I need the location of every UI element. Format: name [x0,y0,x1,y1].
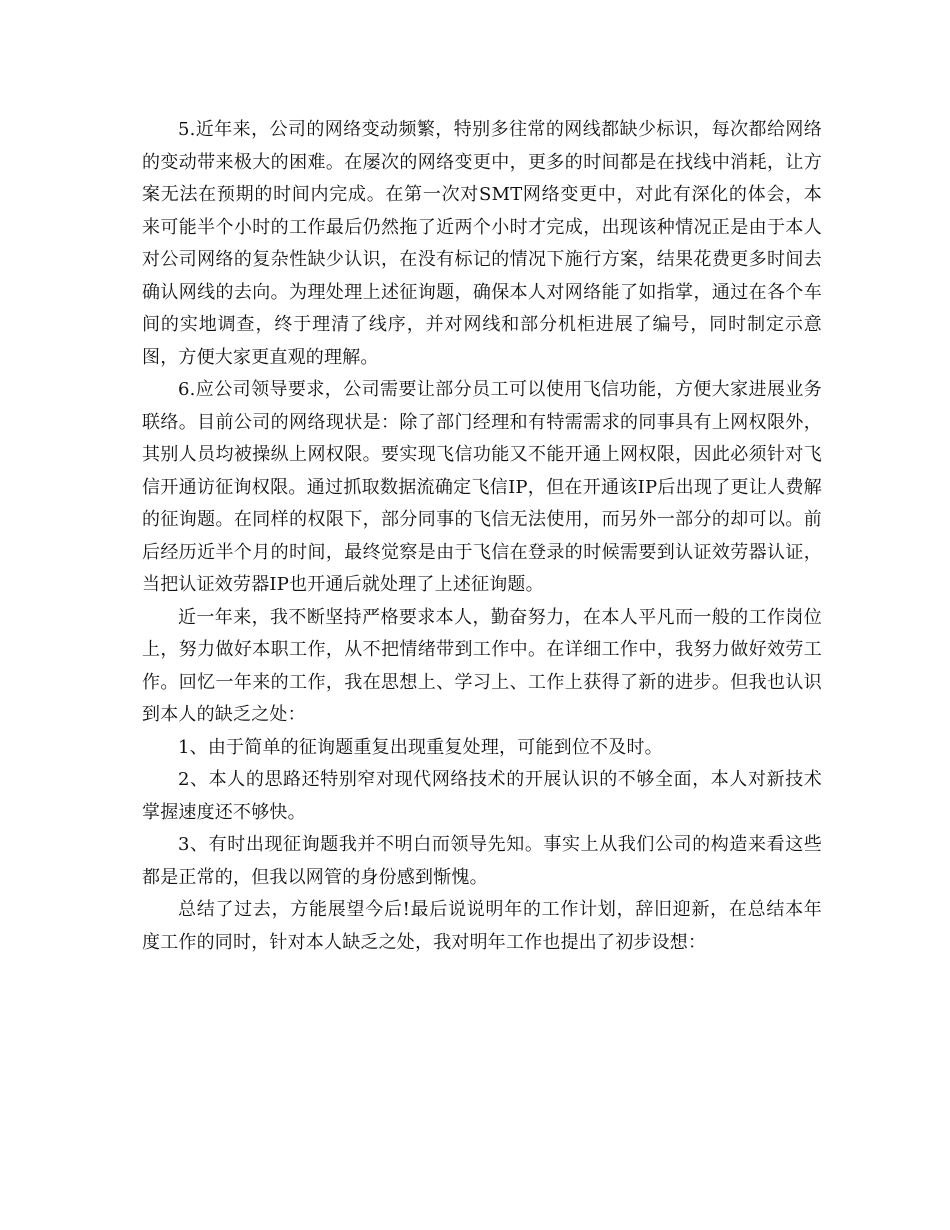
paragraph-next-year-plan: 总结了过去，方能展望今后!最后说说明年的工作计划，辞旧迎新，在总结本年度工作的同时，针对本人缺乏之处，我对明年工作也提出了初步设想： [142,899,822,953]
paragraph-shortcoming-3: 3、有时出现征询题我并不明白而领导先知。事实上从我们公司的构造来看这些都是正常的，但我以网管的身份感到惭愧。 [142,834,822,888]
paragraph-year-review: 近一年来，我不断坚持严格要求本人，勤奋努力，在本人平凡而一般的工作岗位上，努力做好本职工作，从不把情绪带到工作中。在详细工作中，我努力做好效劳工作。回忆一年来的工作，我在思想上、学习上、工作上获得了新的进步。但我也认识到本人的缺乏之处： [142,606,822,725]
document-body [142,114,822,959]
paragraph-network-labeling: 5.近年来，公司的网络变动频繁，特别多往常的网线都缺少标识，每次都给网络的变动带来极大的困难。在屡次的网络变更中，更多的时间都是在找线中消耗，让方案无法在预期的时间内完成。在第一次对SMT网络变更中，对此有深化的体会，本来可能半个小时的工作最后仍然拖了近两个小时才完成，出现该种情况正是由于本人对公司网络的复杂性缺少认识，在没有标记的情况下施行方案，结果花费更多时间去确认网线的去向。为理处理上述征询题，确保本人对网络能了如指掌，通过在各个车间的实地调查，终于理清了线序，并对网线和部分机柜进展了编号，同时制定示意图，方便大家更直观的理解。 [142,119,822,368]
paragraph-fetion-permissions: 6.应公司领导要求，公司需要让部分员工可以使用飞信功能，方便大家进展业务联络。目前公司的网络现状是：除了部门经理和有特需需求的同事具有上网权限外，其别人员均被操纵上网权限。要实现飞信功能又不能开通上网权限，因此必须针对飞信开通访征询权限。通过抓取数据流确定飞信IP，但在开通该IP后出现了更让人费解的征询题。在同样的权限下，部分同事的飞信无法使用，而另外一部分的却可以。前后经历近半个月的时间，最终觉察是由于飞信在登录的时候需要到认证效劳器认证，当把认证效劳器IP也开通后就处理了上述征询题。 [142,379,822,595]
paragraph-shortcoming-2: 2、本人的思路还特别窄对现代网络技术的开展认识的不够全面，本人对新技术掌握速度还不够快。 [142,769,822,823]
paragraph-shortcoming-1: 1、由于简单的征询题重复出现重复处理，可能到位不及时。 [178,736,663,758]
